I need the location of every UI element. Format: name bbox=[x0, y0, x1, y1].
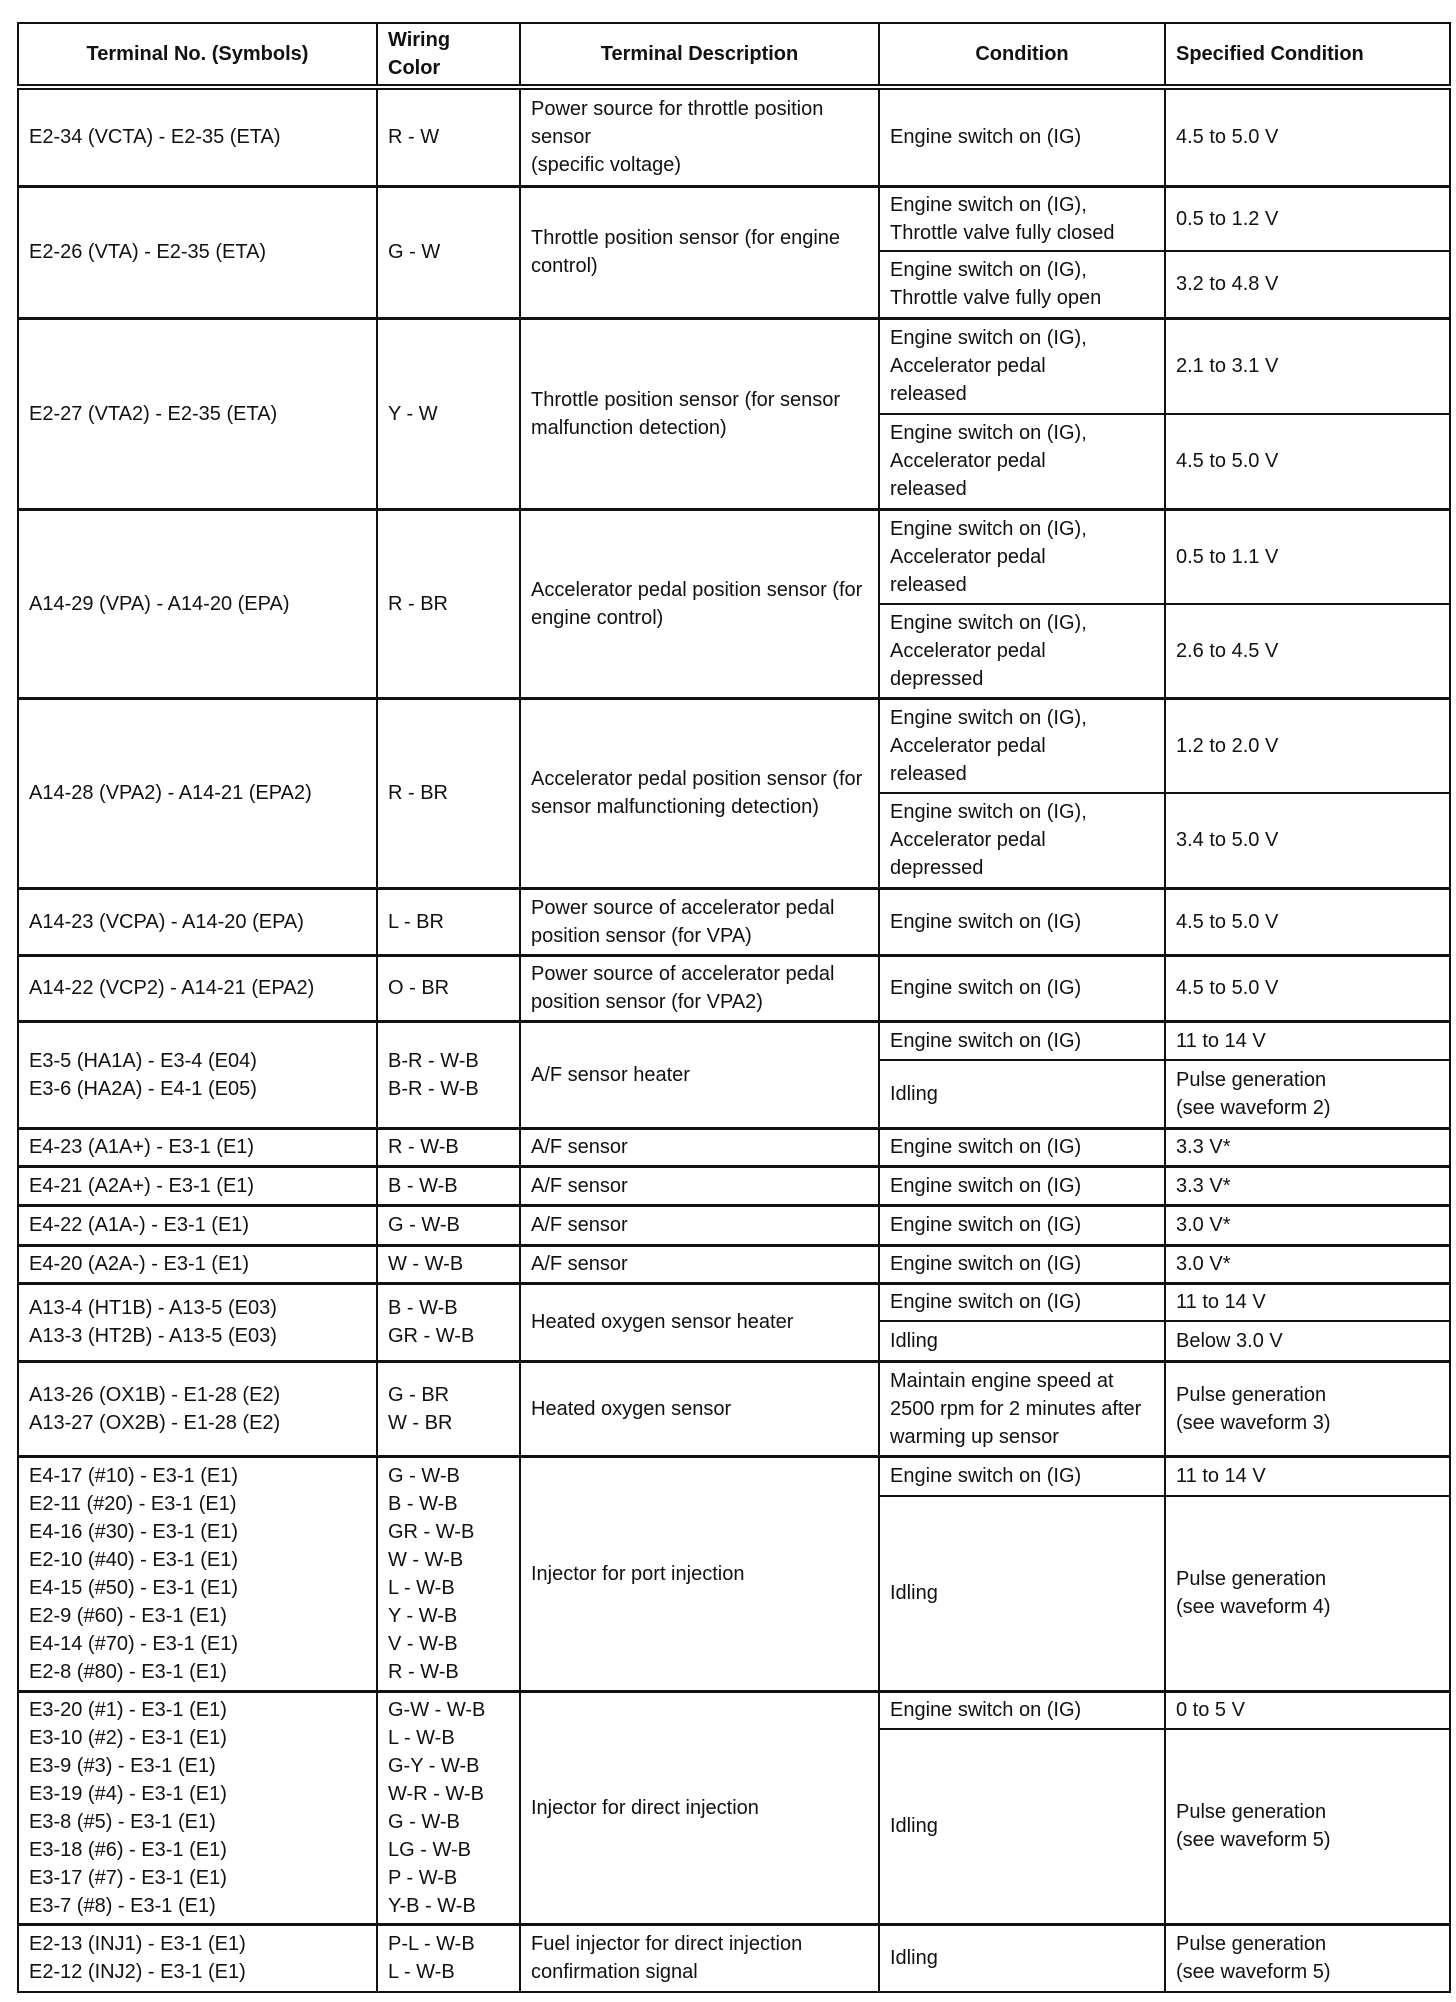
condition-cell: Engine switch on (IG) bbox=[879, 955, 1165, 1021]
terminal-cell bbox=[18, 1283, 377, 1361]
wiring-color-line: R - W bbox=[388, 126, 440, 149]
terminal-line: E2-9 (#60) - E3-1 (E1) bbox=[29, 1604, 227, 1627]
table-row bbox=[18, 1691, 1450, 1729]
condition-cell: Engine switch on (IG), Throttle valve fully open bbox=[879, 251, 1165, 318]
description-cell: A/F sensor bbox=[520, 1166, 879, 1205]
wiring-color-cell bbox=[377, 955, 520, 1021]
terminal-line: E4-17 (#10) - E3-1 (E1) bbox=[29, 1464, 238, 1487]
wiring-color-line: V - W-B bbox=[388, 1632, 458, 1655]
table-row bbox=[18, 955, 1450, 1021]
terminal-line: E2-27 (VTA2) - E2-35 (ETA) bbox=[29, 402, 278, 425]
condition-cell: Idling bbox=[879, 1321, 1165, 1361]
wiring-color-line: B - W-B bbox=[388, 1297, 458, 1319]
condition-cell: Engine switch on (IG) bbox=[879, 87, 1165, 186]
wiring-color-line: Y - W bbox=[388, 402, 438, 425]
header-wiring-color: Wiring Color bbox=[377, 23, 520, 87]
terminal-cell bbox=[18, 1166, 377, 1205]
specified-condition-cell: Pulse generation (see waveform 2) bbox=[1165, 1060, 1450, 1128]
wiring-color-line: R - W-B bbox=[388, 1136, 459, 1158]
wiring-color-line: B-R - W-B bbox=[388, 1077, 479, 1100]
condition-cell: Engine switch on (IG) bbox=[879, 888, 1165, 955]
terminal-line: E4-16 (#30) - E3-1 (E1) bbox=[29, 1520, 238, 1543]
specified-condition-cell: 3.4 to 5.0 V bbox=[1165, 793, 1450, 888]
wiring-color-cell bbox=[377, 186, 520, 318]
header-description: Terminal Description bbox=[520, 23, 879, 87]
wiring-color-line: G - W bbox=[388, 241, 441, 263]
wiring-color-line: W - W-B bbox=[388, 1253, 464, 1275]
condition-cell: Engine switch on (IG), Accelerator pedal released bbox=[879, 318, 1165, 414]
table-row bbox=[18, 509, 1450, 604]
specified-condition-cell: Pulse generation (see waveform 4) bbox=[1165, 1496, 1450, 1691]
specified-condition-cell: 4.5 to 5.0 V bbox=[1165, 955, 1450, 1021]
table-row bbox=[18, 1128, 1450, 1166]
wiring-color-cell bbox=[377, 1691, 520, 1924]
terminal-line: E3-5 (HA1A) - E3-4 (E04) bbox=[29, 1049, 257, 1072]
terminal-line: E2-26 (VTA) - E2-35 (ETA) bbox=[29, 241, 267, 263]
condition-cell: Engine switch on (IG) bbox=[879, 1691, 1165, 1729]
terminal-cell bbox=[18, 1691, 377, 1924]
description-cell: Accelerator pedal position sensor (for engine control) bbox=[520, 509, 879, 698]
condition-cell: Engine switch on (IG), Accelerator pedal depressed bbox=[879, 604, 1165, 698]
terminal-cell bbox=[18, 1021, 377, 1128]
wiring-color-line: R - W-B bbox=[388, 1660, 459, 1683]
specified-condition-cell: Pulse generation (see waveform 5) bbox=[1165, 1729, 1450, 1924]
specified-condition-cell: 3.3 V* bbox=[1165, 1128, 1450, 1166]
terminal-line: E3-19 (#4) - E3-1 (E1) bbox=[29, 1782, 227, 1805]
condition-cell: Idling bbox=[879, 1496, 1165, 1691]
condition-cell: Engine switch on (IG) bbox=[879, 1021, 1165, 1060]
wiring-color-cell bbox=[377, 1245, 520, 1283]
table-row bbox=[18, 1456, 1450, 1496]
wiring-color-line: L - BR bbox=[388, 910, 444, 933]
wiring-color-cell bbox=[377, 1166, 520, 1205]
wiring-color-line: W - W-B bbox=[388, 1548, 464, 1571]
wiring-color-line: G - W-B bbox=[388, 1464, 460, 1487]
wiring-color-line: Y-B - W-B bbox=[388, 1894, 476, 1917]
wiring-color-line: B-R - W-B bbox=[388, 1049, 479, 1072]
wiring-color-cell bbox=[377, 1456, 520, 1691]
specified-condition-cell: 3.0 V* bbox=[1165, 1245, 1450, 1283]
wiring-color-line: P-L - W-B bbox=[388, 1933, 475, 1956]
wiring-color-line: G - W-B bbox=[388, 1214, 460, 1236]
header-terminal: Terminal No. (Symbols) bbox=[18, 23, 377, 87]
terminal-line: E4-15 (#50) - E3-1 (E1) bbox=[29, 1576, 238, 1599]
terminal-cell bbox=[18, 1245, 377, 1283]
terminal-line: E2-11 (#20) - E3-1 (E1) bbox=[29, 1492, 237, 1515]
header-specified-condition: Specified Condition bbox=[1165, 23, 1450, 87]
wiring-color-cell bbox=[377, 1021, 520, 1128]
terminal-line: A14-23 (VCPA) - A14-20 (EPA) bbox=[29, 910, 304, 933]
terminal-line: E4-14 (#70) - E3-1 (E1) bbox=[29, 1632, 238, 1655]
table-row bbox=[18, 186, 1450, 251]
description-cell: Power source of accelerator pedal position sensor (for VPA) bbox=[520, 888, 879, 955]
table-row bbox=[18, 698, 1450, 793]
specified-condition-cell: 4.5 to 5.0 V bbox=[1165, 414, 1450, 509]
wiring-color-line: G-Y - W-B bbox=[388, 1754, 480, 1777]
specified-condition-cell: Pulse generation (see waveform 3) bbox=[1165, 1361, 1450, 1456]
table-row bbox=[18, 1166, 1450, 1205]
wiring-color-line: O - BR bbox=[388, 977, 450, 999]
description-cell: Power source for throttle position sensor (specific voltage) bbox=[520, 87, 879, 186]
specified-condition-cell: 0 to 5 V bbox=[1165, 1691, 1450, 1729]
wiring-color-line: W-R - W-B bbox=[388, 1782, 484, 1805]
description-cell: Heated oxygen sensor bbox=[520, 1361, 879, 1456]
description-cell: Injector for port injection bbox=[520, 1456, 879, 1691]
terminal-cell bbox=[18, 87, 377, 186]
wiring-color-line: G-W - W-B bbox=[388, 1698, 486, 1721]
condition-cell: Idling bbox=[879, 1060, 1165, 1128]
condition-cell: Engine switch on (IG) bbox=[879, 1166, 1165, 1205]
terminal-line: E2-10 (#40) - E3-1 (E1) bbox=[29, 1548, 238, 1571]
terminal-line: E3-17 (#7) - E3-1 (E1) bbox=[29, 1866, 227, 1889]
terminal-line: E3-7 (#8) - E3-1 (E1) bbox=[29, 1894, 216, 1917]
specified-condition-cell: 11 to 14 V bbox=[1165, 1456, 1450, 1496]
table-row bbox=[18, 1021, 1450, 1060]
description-cell: A/F sensor bbox=[520, 1205, 879, 1245]
wiring-color-line: W - BR bbox=[388, 1411, 453, 1434]
condition-cell: Engine switch on (IG) bbox=[879, 1456, 1165, 1496]
description-cell: A/F sensor bbox=[520, 1128, 879, 1166]
terminal-line: E4-20 (A2A-) - E3-1 (E1) bbox=[29, 1253, 250, 1275]
wiring-color-cell bbox=[377, 1361, 520, 1456]
terminal-line: E2-13 (INJ1) - E3-1 (E1) bbox=[29, 1933, 246, 1956]
description-cell: Power source of accelerator pedal position sensor (for VPA2) bbox=[520, 955, 879, 1021]
terminal-cell bbox=[18, 1924, 377, 1992]
wiring-color-cell bbox=[377, 698, 520, 888]
description-cell: Heated oxygen sensor heater bbox=[520, 1283, 879, 1361]
wiring-color-cell bbox=[377, 1128, 520, 1166]
condition-cell: Engine switch on (IG), Accelerator pedal released bbox=[879, 698, 1165, 793]
description-cell: A/F sensor heater bbox=[520, 1021, 879, 1128]
terminal-line: E3-10 (#2) - E3-1 (E1) bbox=[29, 1726, 227, 1749]
table-row bbox=[18, 1361, 1450, 1456]
terminal-cell bbox=[18, 698, 377, 888]
terminal-line: E2-8 (#80) - E3-1 (E1) bbox=[29, 1660, 227, 1683]
terminal-cell bbox=[18, 186, 377, 318]
specified-condition-cell: 0.5 to 1.1 V bbox=[1165, 509, 1450, 604]
wiring-color-line: B - W-B bbox=[388, 1174, 458, 1197]
terminal-line: E4-21 (A2A+) - E3-1 (E1) bbox=[29, 1174, 255, 1197]
specified-condition-cell: 11 to 14 V bbox=[1165, 1283, 1450, 1321]
condition-cell: Engine switch on (IG), Accelerator pedal depressed bbox=[879, 793, 1165, 888]
description-cell: Accelerator pedal position sensor (for sensor malfunctioning detection) bbox=[520, 698, 879, 888]
terminal-cell bbox=[18, 1128, 377, 1166]
terminal-cell bbox=[18, 888, 377, 955]
wiring-color-line: R - BR bbox=[388, 592, 448, 615]
wiring-color-cell bbox=[377, 888, 520, 955]
wiring-color-line: G - W-B bbox=[388, 1810, 460, 1833]
wiring-color-cell bbox=[377, 1283, 520, 1361]
wiring-color-line: B - W-B bbox=[388, 1492, 458, 1515]
wiring-color-cell bbox=[377, 1924, 520, 1992]
wiring-color-cell bbox=[377, 318, 520, 509]
description-cell: Injector for direct injection bbox=[520, 1691, 879, 1924]
wiring-color-cell bbox=[377, 509, 520, 698]
specified-condition-cell: 2.1 to 3.1 V bbox=[1165, 318, 1450, 414]
terminal-line: E4-23 (A1A+) - E3-1 (E1) bbox=[29, 1136, 255, 1158]
terminal-cell bbox=[18, 1205, 377, 1245]
wiring-color-line: R - BR bbox=[388, 782, 448, 804]
table-row bbox=[18, 318, 1450, 414]
terminal-line: E4-22 (A1A-) - E3-1 (E1) bbox=[29, 1214, 250, 1236]
condition-cell: Engine switch on (IG) bbox=[879, 1283, 1165, 1321]
terminal-line: A13-26 (OX1B) - E1-28 (E2) bbox=[29, 1383, 281, 1406]
wiring-color-line: P - W-B bbox=[388, 1866, 458, 1889]
condition-cell: Engine switch on (IG) bbox=[879, 1245, 1165, 1283]
terminal-line: A14-22 (VCP2) - A14-21 (EPA2) bbox=[29, 977, 315, 999]
terminal-spec-table bbox=[17, 22, 1451, 1993]
wiring-color-cell bbox=[377, 87, 520, 186]
specified-condition-cell: 2.6 to 4.5 V bbox=[1165, 604, 1450, 698]
specified-condition-cell: 4.5 to 5.0 V bbox=[1165, 888, 1450, 955]
terminal-line: A14-29 (VPA) - A14-20 (EPA) bbox=[29, 592, 290, 615]
terminal-line: E3-18 (#6) - E3-1 (E1) bbox=[29, 1838, 227, 1861]
description-cell: A/F sensor bbox=[520, 1245, 879, 1283]
terminal-line: A13-3 (HT2B) - A13-5 (E03) bbox=[29, 1325, 277, 1347]
terminal-line: E3-20 (#1) - E3-1 (E1) bbox=[29, 1698, 227, 1721]
terminal-cell bbox=[18, 1456, 377, 1691]
description-cell: Fuel injector for direct injection confirmation signal bbox=[520, 1924, 879, 1992]
condition-cell: Idling bbox=[879, 1924, 1165, 1992]
header-row bbox=[18, 23, 1450, 87]
specified-condition-cell: 3.0 V* bbox=[1165, 1205, 1450, 1245]
terminal-line: A13-27 (OX2B) - E1-28 (E2) bbox=[29, 1411, 281, 1434]
wiring-color-line: G - BR bbox=[388, 1383, 450, 1406]
terminal-cell bbox=[18, 955, 377, 1021]
condition-cell: Engine switch on (IG) bbox=[879, 1128, 1165, 1166]
table-row bbox=[18, 1245, 1450, 1283]
specified-condition-cell: Pulse generation (see waveform 5) bbox=[1165, 1924, 1450, 1992]
condition-cell: Engine switch on (IG) bbox=[879, 1205, 1165, 1245]
terminal-cell bbox=[18, 1361, 377, 1456]
specified-condition-cell: 3.3 V* bbox=[1165, 1166, 1450, 1205]
table-row bbox=[18, 87, 1450, 186]
table-row bbox=[18, 888, 1450, 955]
specified-condition-cell: 4.5 to 5.0 V bbox=[1165, 87, 1450, 186]
terminal-line: E3-6 (HA2A) - E4-1 (E05) bbox=[29, 1077, 257, 1100]
description-cell: Throttle position sensor (for engine control) bbox=[520, 186, 879, 318]
terminal-line: E2-12 (INJ2) - E3-1 (E1) bbox=[29, 1961, 246, 1984]
condition-cell: Engine switch on (IG), Throttle valve fully closed bbox=[879, 186, 1165, 251]
wiring-color-line: L - W-B bbox=[388, 1576, 455, 1599]
specified-condition-cell: 0.5 to 1.2 V bbox=[1165, 186, 1450, 251]
wiring-color-line: L - W-B bbox=[388, 1726, 455, 1749]
terminal-cell bbox=[18, 318, 377, 509]
header-condition: Condition bbox=[879, 23, 1165, 87]
specified-condition-cell: 1.2 to 2.0 V bbox=[1165, 698, 1450, 793]
terminal-cell bbox=[18, 509, 377, 698]
wiring-color-line: GR - W-B bbox=[388, 1520, 475, 1543]
terminal-line: A14-28 (VPA2) - A14-21 (EPA2) bbox=[29, 782, 312, 804]
wiring-color-line: Y - W-B bbox=[388, 1604, 458, 1627]
condition-cell: Engine switch on (IG), Accelerator pedal released bbox=[879, 509, 1165, 604]
condition-cell: Engine switch on (IG), Accelerator pedal released bbox=[879, 414, 1165, 509]
terminal-line: E3-8 (#5) - E3-1 (E1) bbox=[29, 1810, 216, 1833]
specified-condition-cell: 3.2 to 4.8 V bbox=[1165, 251, 1450, 318]
wiring-color-line: LG - W-B bbox=[388, 1838, 471, 1861]
specified-condition-cell: Below 3.0 V bbox=[1165, 1321, 1450, 1361]
terminal-line: A13-4 (HT1B) - A13-5 (E03) bbox=[29, 1297, 277, 1319]
condition-cell: Maintain engine speed at 2500 rpm for 2 minutes after warming up sensor bbox=[879, 1361, 1165, 1456]
wiring-color-cell bbox=[377, 1205, 520, 1245]
specified-condition-cell: 11 to 14 V bbox=[1165, 1021, 1450, 1060]
table-row bbox=[18, 1924, 1450, 1992]
condition-cell: Idling bbox=[879, 1729, 1165, 1924]
table-row bbox=[18, 1205, 1450, 1245]
table-row bbox=[18, 1283, 1450, 1321]
wiring-color-line: GR - W-B bbox=[388, 1325, 475, 1347]
wiring-color-line: L - W-B bbox=[388, 1961, 455, 1984]
terminal-line: E3-9 (#3) - E3-1 (E1) bbox=[29, 1754, 216, 1777]
terminal-line: E2-34 (VCTA) - E2-35 (ETA) bbox=[29, 126, 281, 149]
description-cell: Throttle position sensor (for sensor malfunction detection) bbox=[520, 318, 879, 509]
